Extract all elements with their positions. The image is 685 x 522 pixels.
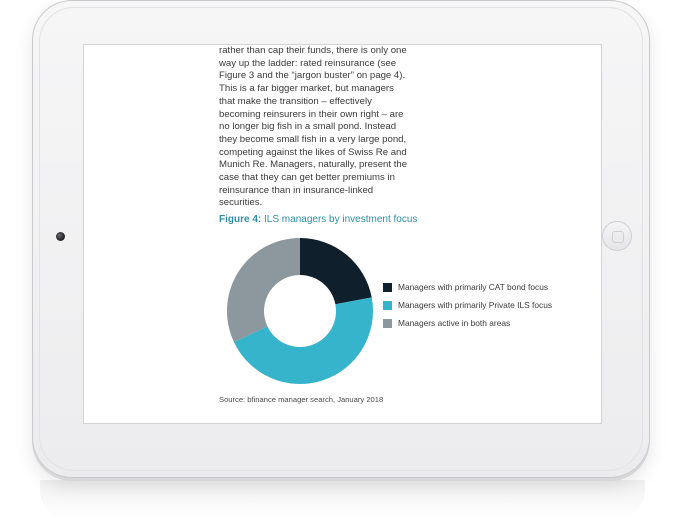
home-square-glyph xyxy=(612,231,624,243)
legend-swatch xyxy=(383,301,392,310)
legend-item-1 xyxy=(383,281,552,293)
body-paragraph: rather than cap their funds, there is only one way up the ladder: rated reinsurance (see Figure 3 and the “jargon buster” on page 4). This is a far bigger market, but managers that make the transition – effectively becoming reinsurers in their own right – are no longer big fish in a small pond. Instead they become small fish in a very large pond, competing against the likes of Swiss Re and Munich Re. Managers, naturally, present the case that they can get better premiums in reinsurance than in insurance-linked securities. xyxy=(219,45,408,209)
tablet-screen[interactable] xyxy=(83,44,602,424)
donut-slice-1 xyxy=(300,238,372,304)
figure-label: Figure 4: xyxy=(219,214,262,225)
home-button-icon[interactable] xyxy=(602,221,632,251)
chart-legend xyxy=(383,281,552,335)
legend-swatch xyxy=(383,319,392,328)
front-camera-icon xyxy=(56,232,65,241)
legend-label: Managers with primarily Private ILS focus xyxy=(398,300,553,310)
legend-swatch xyxy=(383,283,392,292)
source-note: Source: bfinance manager search, January 2018 xyxy=(219,395,384,404)
figure-caption: ILS managers by investment focus xyxy=(264,214,418,225)
donut-chart xyxy=(227,238,373,384)
legend-item-2 xyxy=(383,299,552,311)
donut-slice-3 xyxy=(227,238,300,342)
figure-title xyxy=(219,214,417,225)
tablet-reflection xyxy=(40,480,645,520)
legend-label: Managers active in both areas xyxy=(398,318,511,328)
legend-item-3 xyxy=(383,317,552,329)
legend-label: Managers with primarily CAT bond focus xyxy=(398,282,549,292)
